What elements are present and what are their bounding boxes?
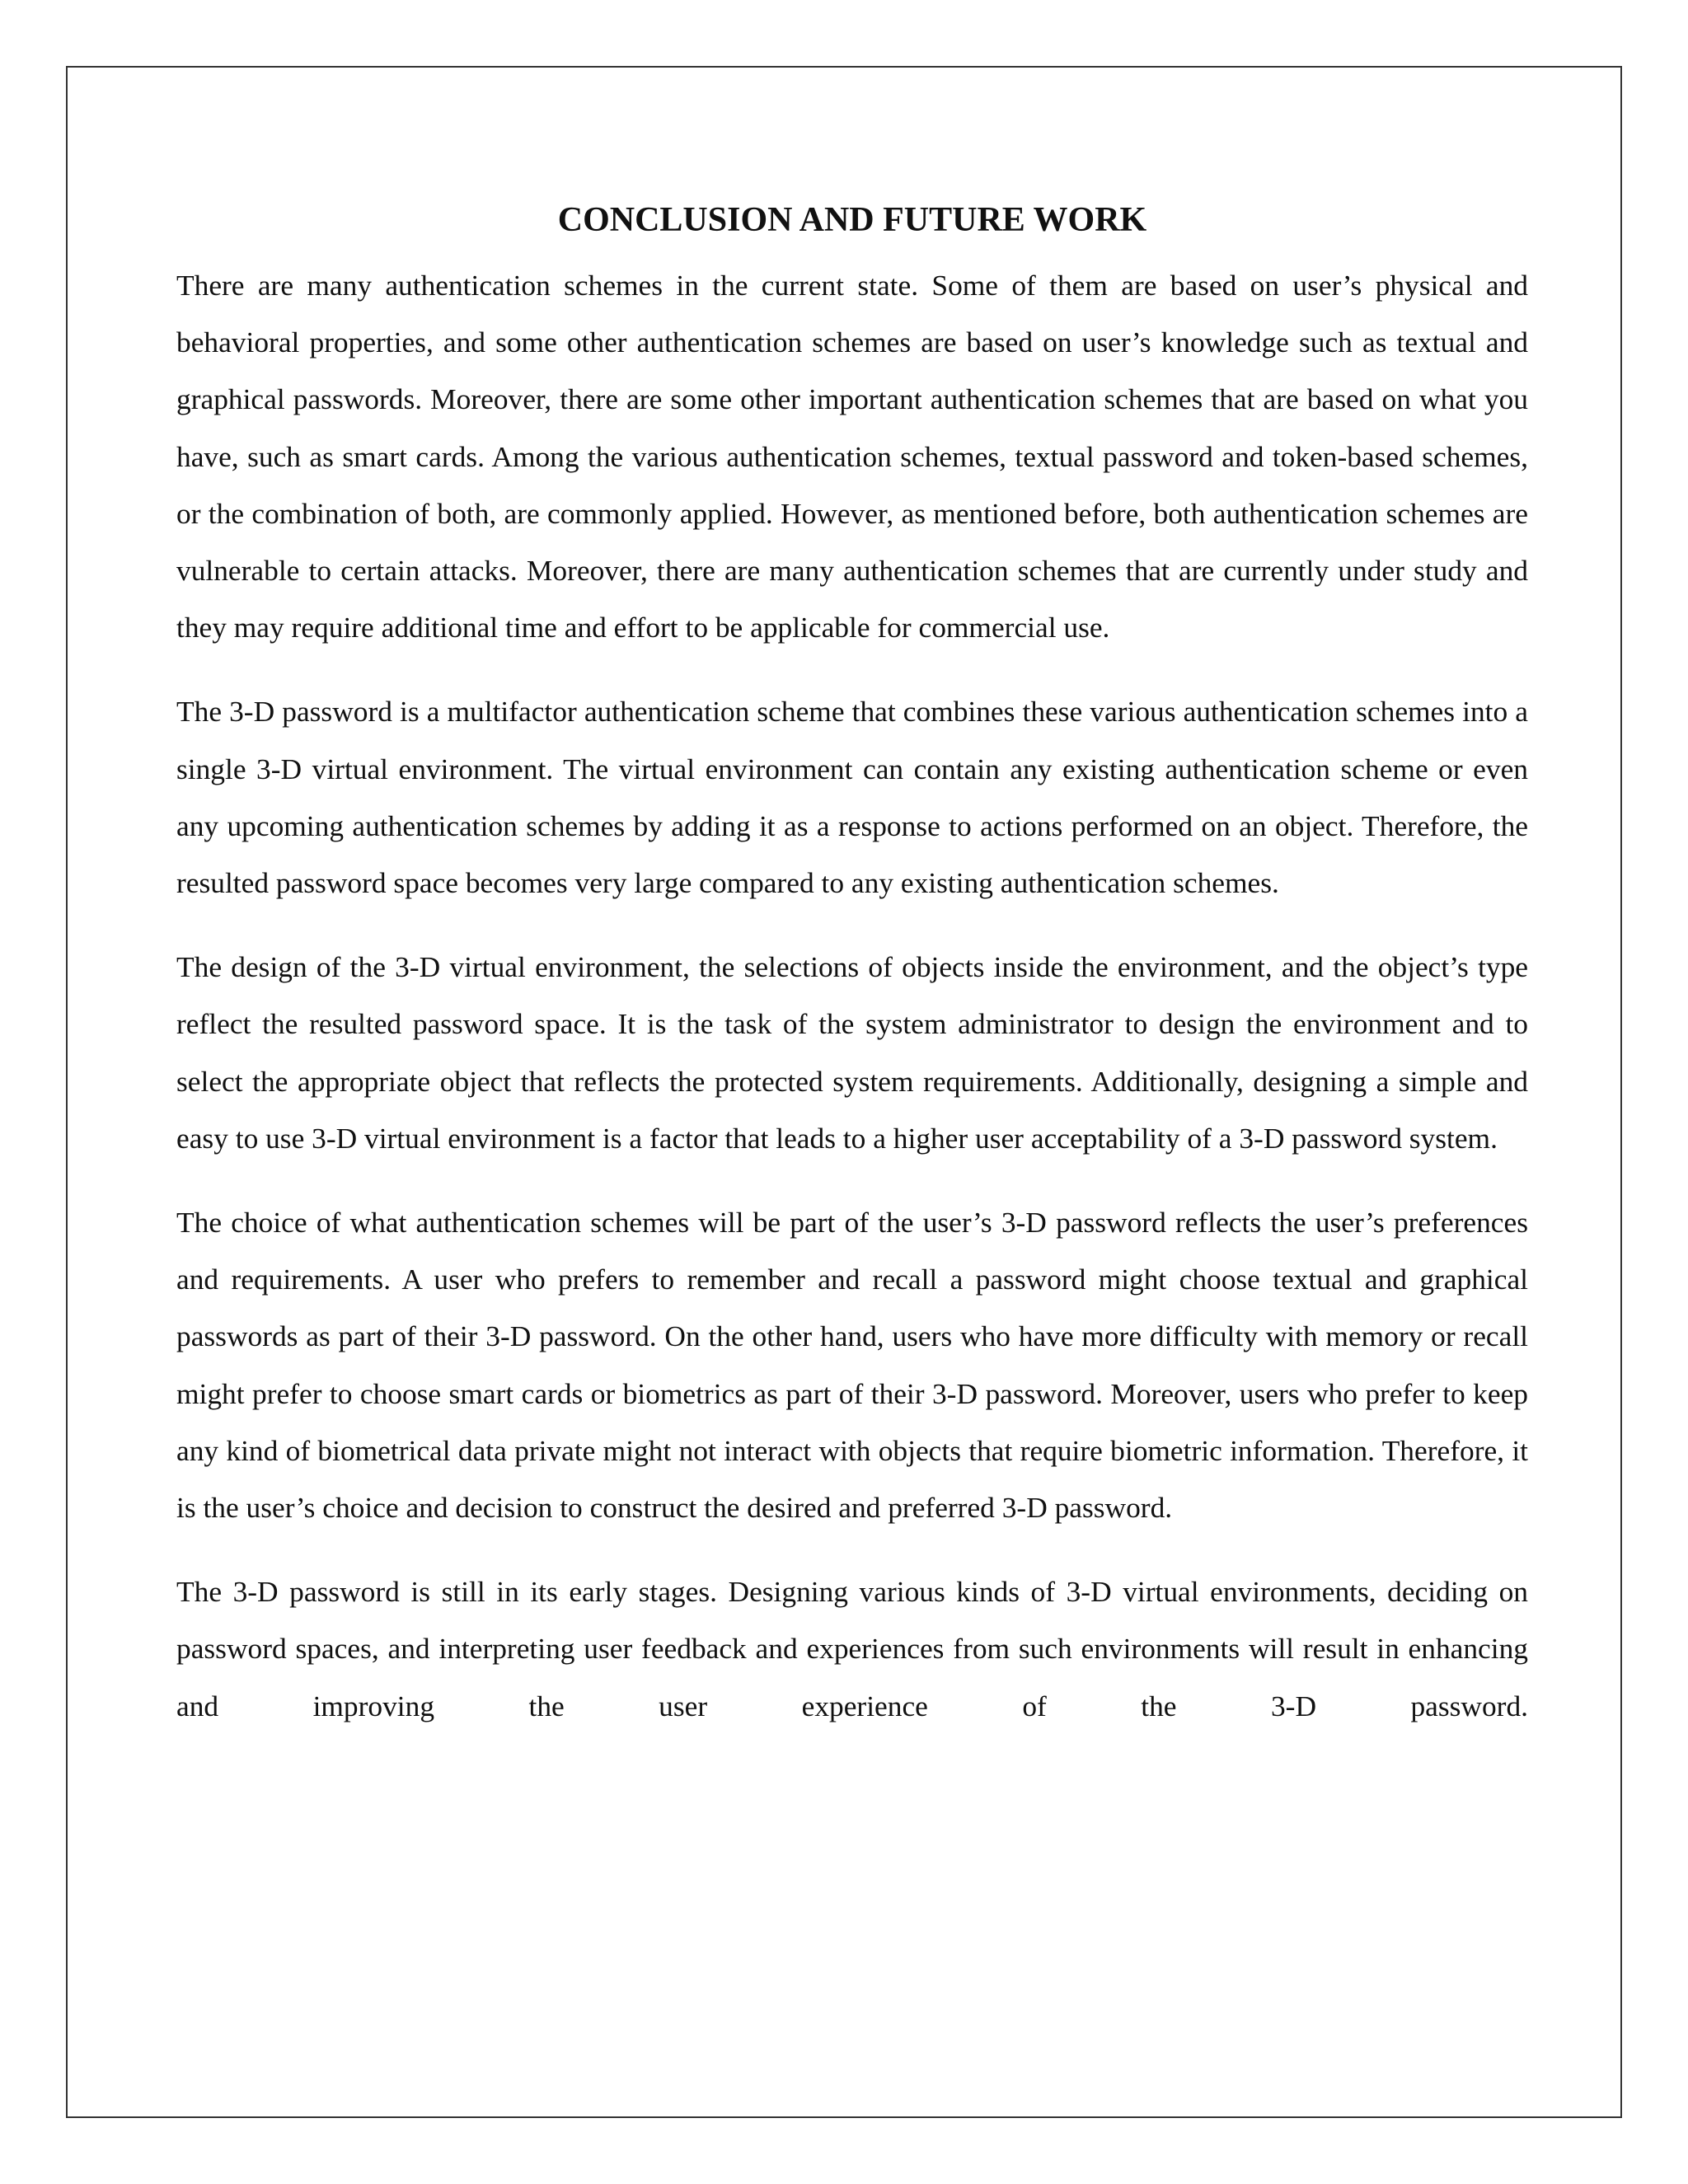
page-title: CONCLUSION AND FUTURE WORK xyxy=(557,201,1147,239)
paragraph-2: The 3-D password is a multifactor authentication scheme that combines these various authentication schemes into a single 3-D virtual environment. The virtual environment can contain any existing authentication scheme or even any upcoming authentication schemes by adding it as a response to actions performed on an object. Therefore, the resulted password space becomes very large compared to any existing authentication schemes. xyxy=(176,695,1528,900)
paragraph-4: The choice of what authentication schemes will be part of the user’s 3-D password reflects the user’s preferences and requirements. A user who prefers to remember and recall a password might choose textual and graphical passwords as part of their 3-D password. On the other hand, users who have more difficulty with memory or recall might prefer to choose smart cards or biometrics as part of their 3-D password. Moreover, users who prefer to keep any kind of biometrical data private might not interact with objects that require biometric information. Therefore, it is the user’s choice and decision to construct the desired and preferred 3-D password. xyxy=(176,1206,1528,1525)
document-body xyxy=(176,196,1528,1735)
paragraph-3: The design of the 3-D virtual environment, the selections of objects inside the environment, and the object’s type reflect the resulted password space. It is the task of the system administrator to design the environment and to select the appropriate object that reflects the protected system requirements. Additionally, designing a simple and easy to use 3-D virtual environment is a factor that leads to a higher user acceptability of a 3-D password system. xyxy=(176,950,1528,1155)
paragraph-1: There are many authentication schemes in the current state. Some of them are based on user’s physical and behavioral properties, and some other authentication schemes are based on user’s knowledge such as textual and graphical passwords. Moreover, there are some other important authentication schemes that are based on what you have, such as smart cards. Among the various authentication schemes, textual password and token-based schemes, or the combination of both, are commonly applied. However, as mentioned before, both authentication schemes are vulnerable to certain attacks. Moreover, there are many authentication schemes that are currently under study and they may require additional time and effort to be applicable for commercial use. xyxy=(176,269,1528,644)
paragraph-5: The 3-D password is still in its early stages. Designing various kinds of 3-D virtual environments, deciding on password spaces, and interpreting user feedback and experiences from such environments will result in enhancing and improving the user experience of the 3-D password. xyxy=(176,1575,1528,1722)
